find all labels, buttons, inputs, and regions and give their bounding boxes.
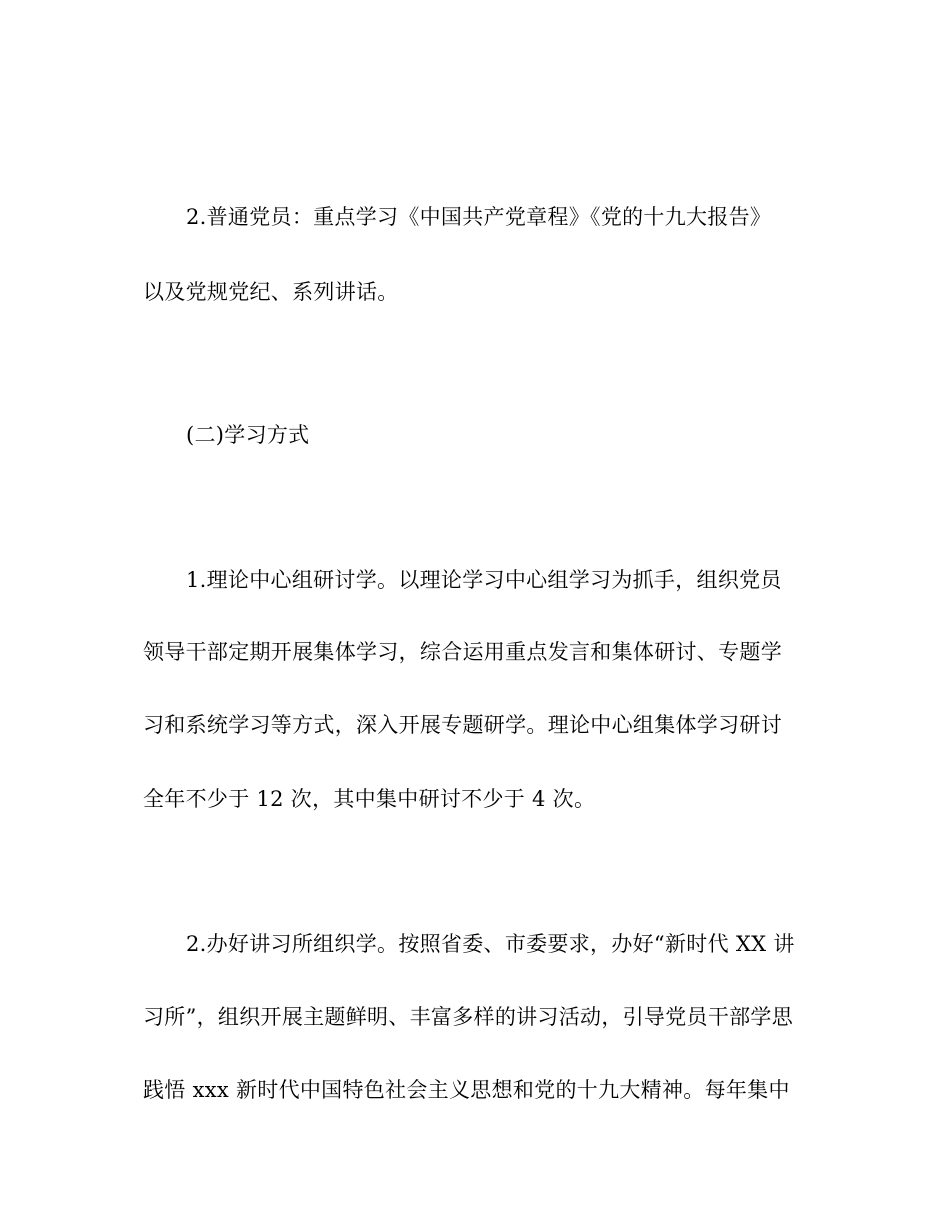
paragraph-line: 1.理论中心组研讨学。以理论学习中心组学习为抓手，组织党员 bbox=[186, 568, 782, 592]
paragraph-line: 践悟 xxx 新时代中国特色社会主义思想和党的十九大精神。每年集中 bbox=[143, 1078, 790, 1102]
section-heading: (二)学习方式 bbox=[186, 423, 310, 447]
paragraph-line: 全年不少于 12 次，其中集中研讨不少于 4 次。 bbox=[143, 787, 596, 811]
paragraph-line: 2.办好讲习所组织学。按照省委、市委要求，办好“新时代 XX 讲 bbox=[186, 932, 795, 956]
paragraph-line: 习和系统学习等方式，深入开展专题研学。理论中心组集体学习研讨 bbox=[143, 713, 782, 737]
paragraph-line: 习所”，组织开展主题鲜明、丰富多样的讲习活动，引导党员干部学思 bbox=[143, 1005, 794, 1029]
paragraph-line: 以及党规党纪、系列讲话。 bbox=[143, 280, 399, 304]
paragraph-line: 2.普通党员：重点学习《中国共产党章程》《党的十九大报告》 bbox=[186, 205, 772, 229]
paragraph-line: 领导干部定期开展集体学习，综合运用重点发言和集体研讨、专题学 bbox=[143, 640, 782, 664]
